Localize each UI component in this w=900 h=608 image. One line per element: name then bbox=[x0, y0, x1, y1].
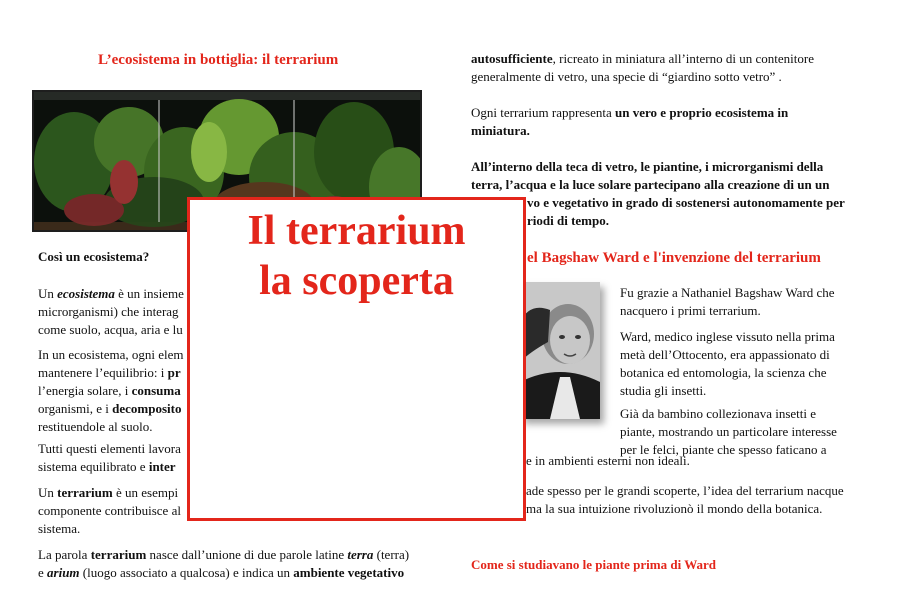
overlay-title-line-2: la scoperta bbox=[259, 258, 454, 304]
left-paragraph-2: In un ecosistema, ogni elem mantenere l’equilibrio: i pr l’energia solare, i consuma organismi, e i decomposito restituendole al suolo. bbox=[38, 347, 184, 434]
ward-portrait bbox=[520, 282, 600, 419]
right-paragraph-5: ade spesso per le grandi scoperte, l’idea del terrarium nacque ma la sua intuizione rivoluzionò il mondo della botanica. bbox=[526, 483, 844, 516]
ward-bio-1: Fu grazie a Nathaniel Bagshaw Ward che nacquero i primi terrarium. bbox=[620, 285, 835, 318]
right-paragraph-3: All’interno della teca di vetro, le piantine, i microrganismi della terra, l’acqua e la luce solare partecipano alla creazione di un un vo e vegetativo in grado di sostenersi autonomamente per riodi di tempo. bbox=[471, 159, 845, 228]
ward-bio-3-end: e in ambienti esterni non ideali. bbox=[526, 453, 690, 468]
right-paragraph-2: Ogni terrarium rappresenta un vero e proprio ecosistema in miniatura. bbox=[471, 105, 789, 138]
left-paragraph-3: Tutti questi elementi lavora sistema equilibrato e inter bbox=[38, 441, 181, 474]
ward-bio-2: Ward, medico inglese vissuto nella prima metà dell’Ottocento, era appassionato di botanica ed entomologia, la scienza che studia gli insetti. bbox=[620, 329, 835, 398]
left-paragraph-1: Un ecosistema è un insieme microrganismi) che interag come suolo, acqua, aria e lu bbox=[38, 286, 184, 337]
overlay-title-card bbox=[187, 197, 526, 521]
right-paragraph-1: autosufficiente, ricreato in miniatura all’interno di un contenitore generalmente di vetro, una specie di “giardino sotto vetro” . bbox=[471, 51, 814, 84]
left-paragraph-4: Un terrarium è un esempi componente contribuisce al sistema. bbox=[38, 485, 181, 536]
ward-heading: el Bagshaw Ward e l'invenzione del terrarium bbox=[527, 250, 821, 266]
question-heading: Così un ecosistema? bbox=[38, 249, 150, 264]
left-paragraph-5: La parola terrarium nasce dall’unione di due parole latine terra (terra) e arium (luogo associato a qualcosa) e indica un ambiente vegetativo bbox=[38, 547, 410, 580]
article-title: L’ecosistema in bottiglia: il terrarium bbox=[98, 52, 339, 68]
ward-bio-3: Già da bambino collezionava insetti e piante, mostrando un particolare interesse per le felci, piante che spesso faticano a bbox=[620, 406, 837, 457]
overlay-title-line-1: Il terrarium bbox=[247, 208, 466, 254]
second-section-heading: Come si studiavano le piante prima di Ward bbox=[471, 557, 716, 572]
